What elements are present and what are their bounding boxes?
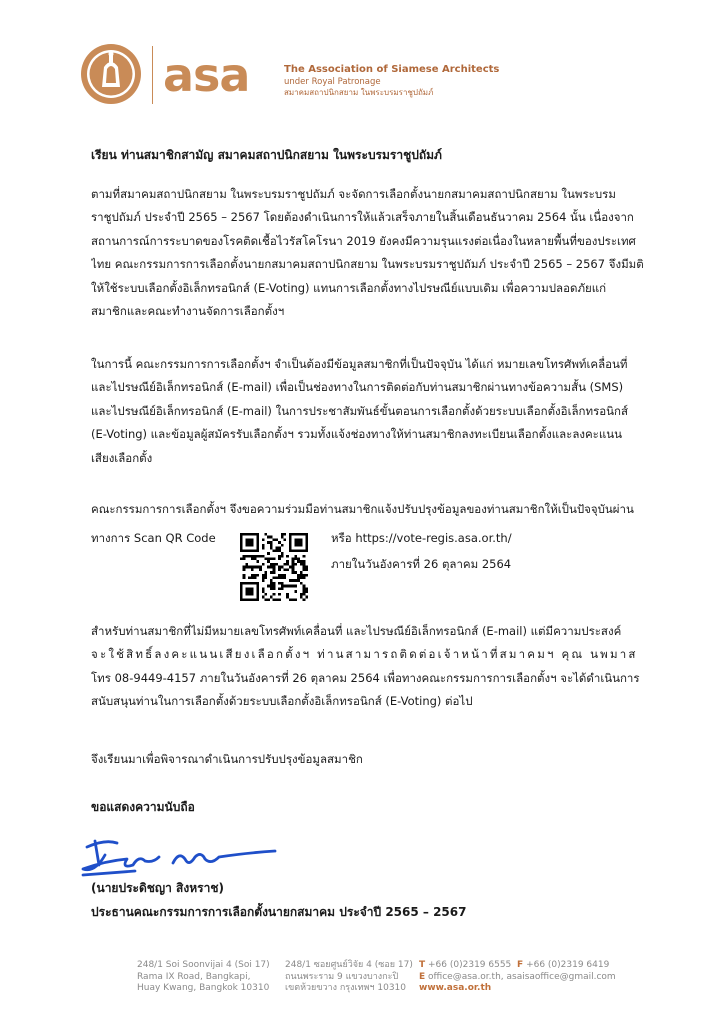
deadline-text: ภายในวันอังคารที่ 26 ตุลาคม 2564 [331,557,512,571]
address-line: 248/1 ซอยศูนย์วิจัย 4 (ซอย 17) [285,960,413,970]
paragraph-1 [91,183,657,323]
address-line: Rama IX Road, Bangkapi, [137,971,251,982]
paragraph-line: ในการนี้ คณะกรรมการการเลือกตั้งฯ จำเป็นต้องมีข้อมูลสมาชิกที่เป็นปัจจุบัน ได้แก่ หมายเลขโทรศัพท์เคลื่อนที่ [91,357,628,371]
paragraph-line: สมาชิกและคณะทำงานจัดการเลือกตั้งฯ [91,304,285,319]
org-name: The Association of Siamese Architects [284,64,500,75]
registration-url[interactable]: หรือ https://vote-regis.asa.or.th/ [331,531,512,545]
paragraph-line: ให้ใช้ระบบเลือกตั้งอิเล็กทรอนิกส์ (E-Voting) แทนการเลือกตั้งทางไปรษณีย์แบบเดิม เพื่อความปลอดภัยแก่ [91,280,607,295]
address-line: เขตห้วยขวาง กรุงเทพฯ 10310 [285,983,407,993]
header-divider [152,46,153,104]
signer-name: (นายประดิชญา สิงหราช) [91,881,224,895]
tel-number[interactable]: +66 (0)2319 6555 [428,960,512,970]
paragraph-line: จะใช้สิทธิ์ลงคะแนนเสียงเลือกตั้งฯ ท่านสามารถติดต่อเจ้าหน้าที่สมาคมฯ คุณ นพมาส [91,647,638,662]
royal-seal-logo [80,43,142,105]
signer-position: ประธานคณะกรรมการการเลือกตั้งนายกสมาคม ประจำปี 2565 – 2567 [91,905,467,919]
paragraph-line: ตามที่สมาคมสถาปนิกสยาม ในพระบรมราชูปถัมภ์ จะจัดการเลือกตั้งนายกสมาคมสถาปนิกสยาม ในพระบรม [91,187,616,201]
fax-number: +66 (0)2319 6419 [526,960,610,970]
asa-logo [163,55,275,97]
closing-text: จึงเรียนมาเพื่อพิจารณาดำเนินการปรับปรุงข้อมูลสมาชิก [91,752,363,766]
paragraph-2 [91,353,657,470]
salutation: เรียน ท่านสมาชิกสามัญ สมาคมสถาปนิกสยาม ในพระบรมราชูปถัมภ์ [91,148,442,162]
tel-key: T [419,960,426,970]
respect-text: ขอแสดงความนับถือ [91,800,195,814]
website-link[interactable]: www.asa.or.th [419,983,492,993]
org-subtitle: under Royal Patronage [284,77,381,87]
email-key: E [419,971,426,982]
footer-contact [419,960,616,995]
paragraph-line: ไทย คณะกรรมการการเลือกตั้งนายกสมาคมสถาปนิกสยาม ในพระบรมราชูปถัมภ์ ประจำปี 2565 – 2567 จึงมีมติ [91,257,644,272]
paragraph-line: ราชูปถัมภ์ ประจำปี 2565 – 2567 โดยต้องดำเนินการให้แล้วเสร็จภายในสิ้นเดือนธันวาคม 2564 นั้น เนื่องจาก [91,210,634,225]
org-name-thai: สมาคมสถาปนิกสยาม ในพระบรมราชูปถัมภ์ [284,88,434,97]
footer-address-en [137,960,270,995]
paragraph-line: เสียงเลือกตั้ง [91,450,153,465]
paragraph-line: โทร 08-9449-4157 ภายในวันอังคารที่ 26 ตุลาคม 2564 เพื่อทางคณะกรรมการการเลือกตั้งฯ จะได้ดำเนินการ [91,670,640,685]
qr-instruction: ทางการ Scan QR Code [91,531,216,545]
paragraph-line: และไปรษณีย์อิเล็กทรอนิกส์ (E-mail) เพื่อเป็นช่องทางในการติดต่อกับท่านสมาชิกผ่านทางข้อความสั้น (SMS) [91,380,624,395]
phone-line [419,960,616,972]
qr-code[interactable] [240,533,308,601]
paragraph-line: สนับสนุนท่านในการเลือกตั้งด้วยระบบเลือกตั้งอิเล็กทรอนิกส์ (E-Voting) ต่อไป [91,694,473,709]
paragraph-3 [91,498,657,521]
paragraph-line: และไปรษณีย์อิเล็กทรอนิกส์ (E-mail) ในการประชาสัมพันธ์ขั้นตอนการเลือกตั้งด้วยระบบเลือกตั้งอิเล็กทรอนิกส์ [91,403,629,418]
address-line: 248/1 Soi Soonvijai 4 (Soi 17) [137,960,270,970]
footer-address-th [285,960,413,995]
paragraph-line: คณะกรรมการการเลือกตั้งฯ จึงขอความร่วมมือท่านสมาชิกแจ้งปรับปรุงข้อมูลของท่านสมาชิกให้เป็นปัจจุบันผ่าน [91,502,634,516]
paragraph-line: (E-Voting) และข้อมูลผู้สมัครรับเลือกตั้งฯ รวมทั้งแจ้งช่องทางให้ท่านสมาชิกลงทะเบียนเลือกตั้งและลงคะแนน [91,427,622,442]
paragraph-line: สถานการณ์การระบาดของโรคติดเชื้อไวรัสโคโรนา 2019 ยังคงมีความรุนแรงต่อเนื่องในหลายพื้นที่ของประเทศ [91,233,636,248]
signature-image [75,825,285,885]
address-line: Huay Kwang, Bangkok 10310 [137,983,270,993]
paragraph-4 [91,620,657,714]
email-address[interactable]: office@asa.or.th, asaisaoffice@gmail.com [428,971,616,982]
address-line: ถนนพระราม 9 แขวงบางกะปิ [285,971,399,982]
svg-text:asa: asa [163,55,250,97]
email-line [419,972,616,984]
fax-key: F [517,960,524,970]
paragraph-line: สำหรับท่านสมาชิกที่ไม่มีหมายเลขโทรศัพท์เคลื่อนที่ และไปรษณีย์อิเล็กทรอนิกส์ (E-mail) แต่มีความประสงค์ [91,624,622,638]
